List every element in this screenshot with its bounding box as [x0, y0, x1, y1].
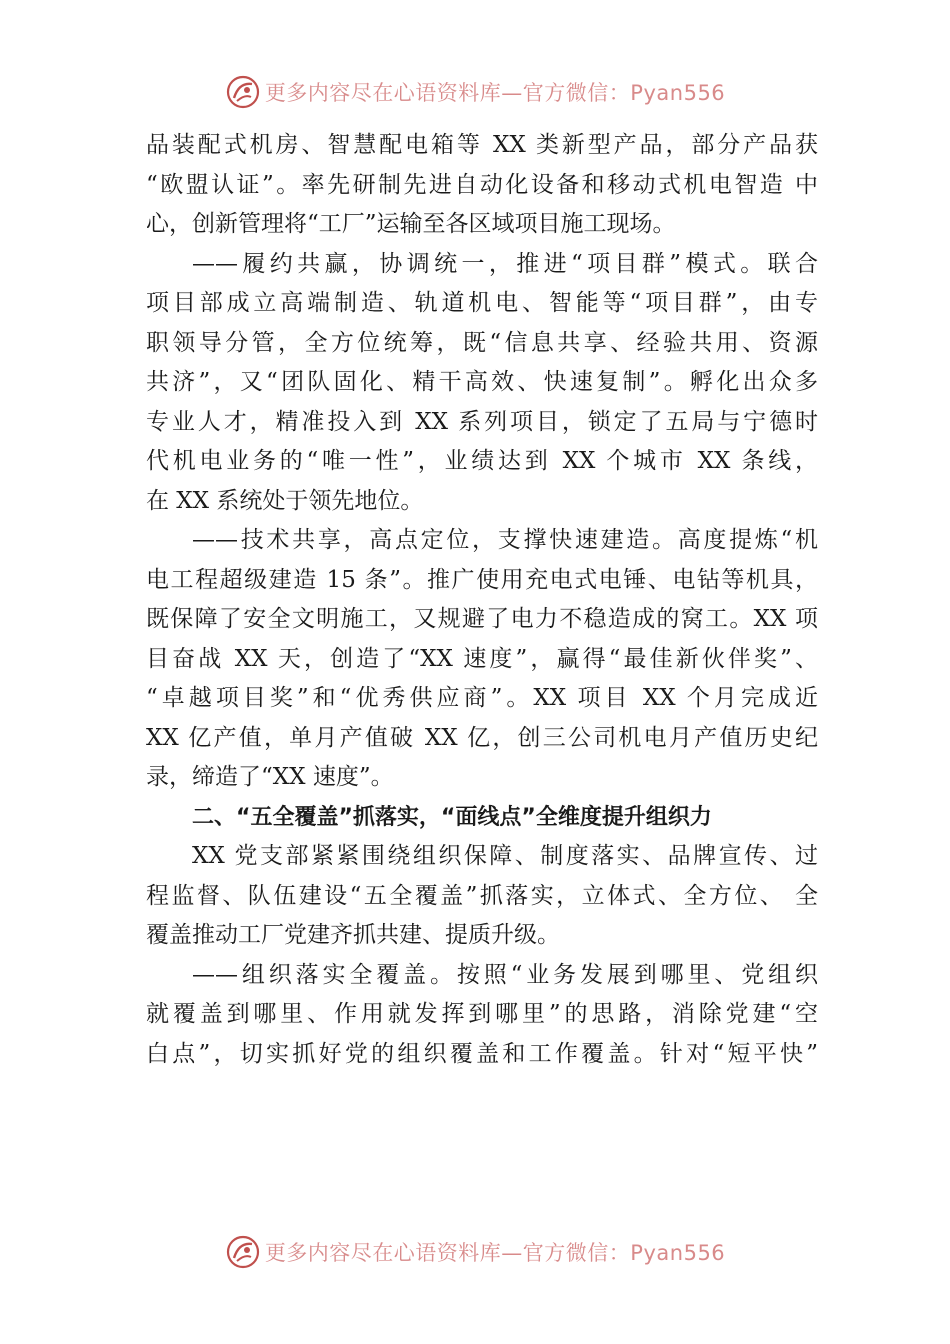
text-line: 代机电业务的“唯一性”，业绩达到 XX 个城市 XX 条线， [146, 448, 818, 474]
text-line: 专业人才，精准投入到 XX 系列项目，锁定了五局与宁德时 [146, 408, 818, 435]
text-line: XX 亿产值，单月产值破 XX 亿，创三公司机电月产值历史纪 [146, 724, 818, 751]
text-line: 既保障了安全文明施工，又规避了电力不稳造成的窝工。XX 项 [146, 606, 818, 632]
document-body [146, 126, 818, 1074]
text-line: ——组织落实全覆盖。按照“业务发展到哪里、党组织 [192, 961, 818, 988]
text-line: 品装配式机房、智慧配电箱等 XX 类新型产品，部分产品获 [146, 132, 818, 158]
text-line: 白点”，切实抓好党的组织覆盖和工作覆盖。针对“短平快” [146, 1040, 818, 1067]
banner-text: 更多内容尽在心语资料库—官方微信：Pyan556 [264, 1241, 726, 1265]
text-line: “欧盟认证”。率先研制先进自动化设备和移动式机电智造 中 [146, 171, 818, 198]
text-line: 共济”，又“团队固化、精干高效、快速复制”。孵化出众多 [146, 369, 818, 395]
text-line: ——履约共赢，协调统一，推进“项目群”模式。联合 [192, 250, 818, 277]
text-line: ——技术共享，高点定位，支撑快速建造。高度提炼“机 [192, 527, 818, 553]
text-line: 心，创新管理将“工厂”运输至各区域项目施工现场。 [146, 211, 676, 237]
brand-logo-icon [225, 1234, 261, 1270]
text-line: 就覆盖到哪里、作用就发挥到哪里”的思路，消除党建“空 [146, 1001, 818, 1027]
section-heading: 二、“五全覆盖”抓落实，“面线点”全维度提升组织力 [192, 804, 712, 830]
text-line: 录，缔造了“XX 速度”。 [146, 764, 394, 790]
footer-banner [0, 1230, 950, 1274]
text-line: “卓越项目奖”和“优秀供应商”。XX 项目 XX 个月完成近 [146, 685, 818, 711]
text-line: XX 党支部紧紧围绕组织保障、制度落实、品牌宣传、过 [192, 843, 818, 869]
text-line: 覆盖推动工厂党建齐抓共建、提质升级。 [146, 922, 560, 948]
text-line: 项目部成立高端制造、轨道机电、智能等“项目群”，由专 [146, 290, 818, 316]
text-line: 程监督、队伍建设“五全覆盖”抓落实，立体式、全方位、 全 [146, 882, 818, 909]
text-line: 电工程超级建造 15 条”。推广使用充电式电锤、电钻等机具， [146, 566, 818, 593]
text-line: 在 XX 系统处于领先地位。 [146, 487, 424, 514]
text-line: 目奋战 XX 天，创造了“XX 速度”，赢得“最佳新伙伴奖”、 [146, 645, 818, 672]
banner-text: 更多内容尽在心语资料库—官方微信：Pyan556 [264, 81, 726, 105]
brand-logo-icon [225, 74, 261, 110]
text-line: 职领导分管，全方位统筹，既“信息共享、经验共用、资源 [146, 329, 818, 356]
header-banner [0, 70, 950, 114]
